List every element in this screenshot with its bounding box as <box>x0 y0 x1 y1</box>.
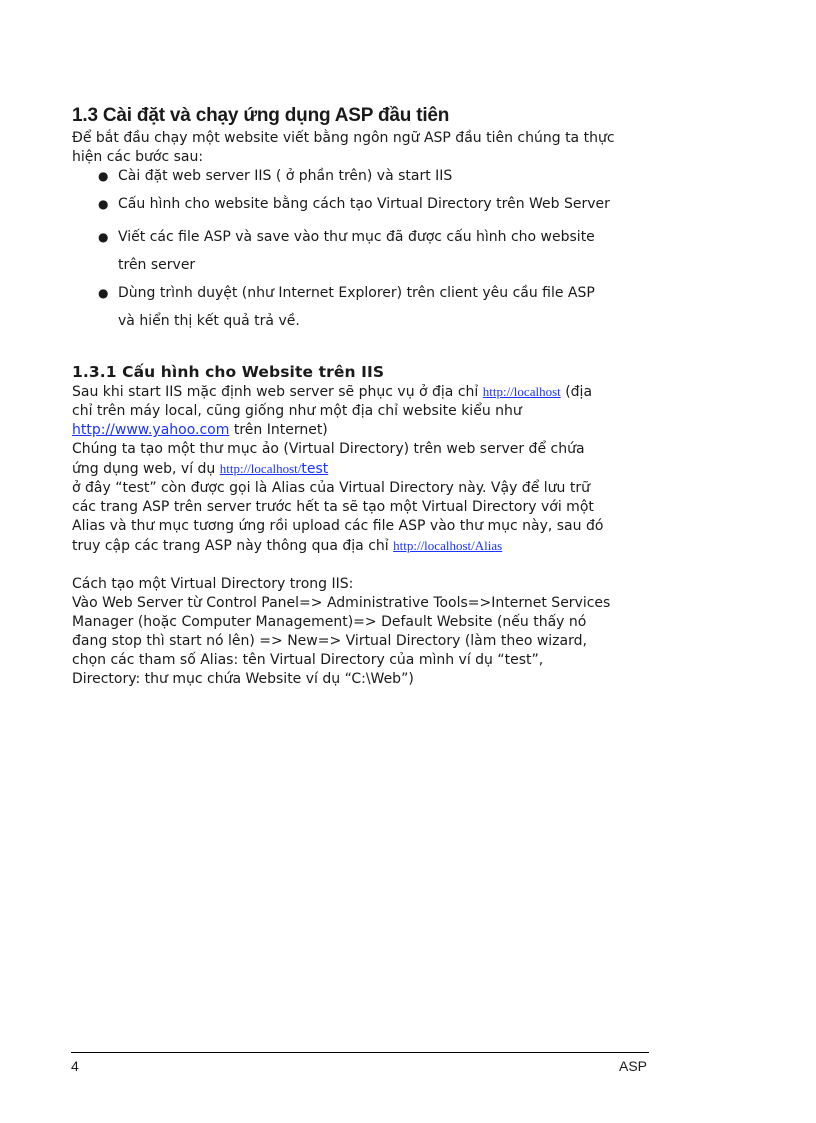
bullet-icon: ● <box>98 169 109 183</box>
list-item: ● Viết các file ASP và save vào thư mục đã được cấu hình cho website trên server <box>72 223 649 279</box>
paragraph-default-address: Sau khi start IIS mặc định web server sẽ phục vụ ở địa chỉ http://localhost (địa chỉ trên máy local, cũng giống như một địa chỉ website kiểu như http://www.yahoo.com trên Internet) <box>72 384 593 438</box>
steps-list <box>72 167 649 335</box>
page-number: 4 <box>71 1058 79 1074</box>
paragraph-virtual-directory: Chúng ta tạo một thư mục ảo (Virtual Directory) trên web server để chứa ứng dụng web, ví dụ http://localhost/test <box>72 441 585 477</box>
bullet-icon: ● <box>98 230 109 244</box>
localhost-test-link[interactable]: http://localhost/test <box>219 461 329 477</box>
footer-rule <box>71 1052 649 1053</box>
section-title: 1.3 Cài đặt và chạy ứng dụng ASP đầu tiên <box>72 105 450 126</box>
intro-line-2: hiện các bước sau: <box>72 149 204 165</box>
yahoo-link[interactable]: http://www.yahoo.com <box>72 422 230 438</box>
localhost-link[interactable]: http://localhost <box>482 384 561 399</box>
how-to-title: Cách tạo một Virtual Directory trong IIS: <box>72 576 354 592</box>
intro-line-1: Để bắt đầu chạy một website viết bằng ngôn ngữ ASP đầu tiên chúng ta thực <box>72 130 615 146</box>
bullet-icon: ● <box>98 197 109 211</box>
list-item: ● Cấu hình cho website bằng cách tạo Virtual Directory trên Web Server <box>98 196 610 212</box>
paragraph-steps-iis: Vào Web Server từ Control Panel=> Administrative Tools=>Internet Services Manager (hoặc Computer Management)=> Default Website (nếu thấy nó đang stop thì start nó lên) => New=> Virtual Directory (làm theo wizard, chọn các tham số Alias: tên Virtual Directory của mình ví dụ “test”, Directory: thư mục chứa Website ví dụ “C:\Web”) <box>72 595 611 687</box>
paragraph-alias: ở đây “test” còn được gọi là Alias của Virtual Directory này. Vậy để lưu trữ các trang ASP trên server trước hết ta sẽ tạo một Virtual Directory với một Alias và thư mục tương ứng rồi upload các file ASP vào thư mục này, sau đó truy cập các trang ASP này thông qua địa chỉ http://localhost/Alias <box>72 480 604 554</box>
page-content <box>72 104 649 689</box>
localhost-alias-link[interactable]: http://localhost/Alias <box>393 538 503 553</box>
list-item: ● Cài đặt web server IIS ( ở phần trên) và start IIS <box>98 168 453 184</box>
footer-label: ASP <box>619 1058 648 1074</box>
list-item: ● Dùng trình duyệt (như Internet Explorer) trên client yêu cầu file ASP và hiển thị kết quả trả về. <box>72 279 649 335</box>
subsection-title: 1.3.1 Cấu hình cho Website trên IIS <box>72 363 385 381</box>
bullet-icon: ● <box>98 286 109 300</box>
